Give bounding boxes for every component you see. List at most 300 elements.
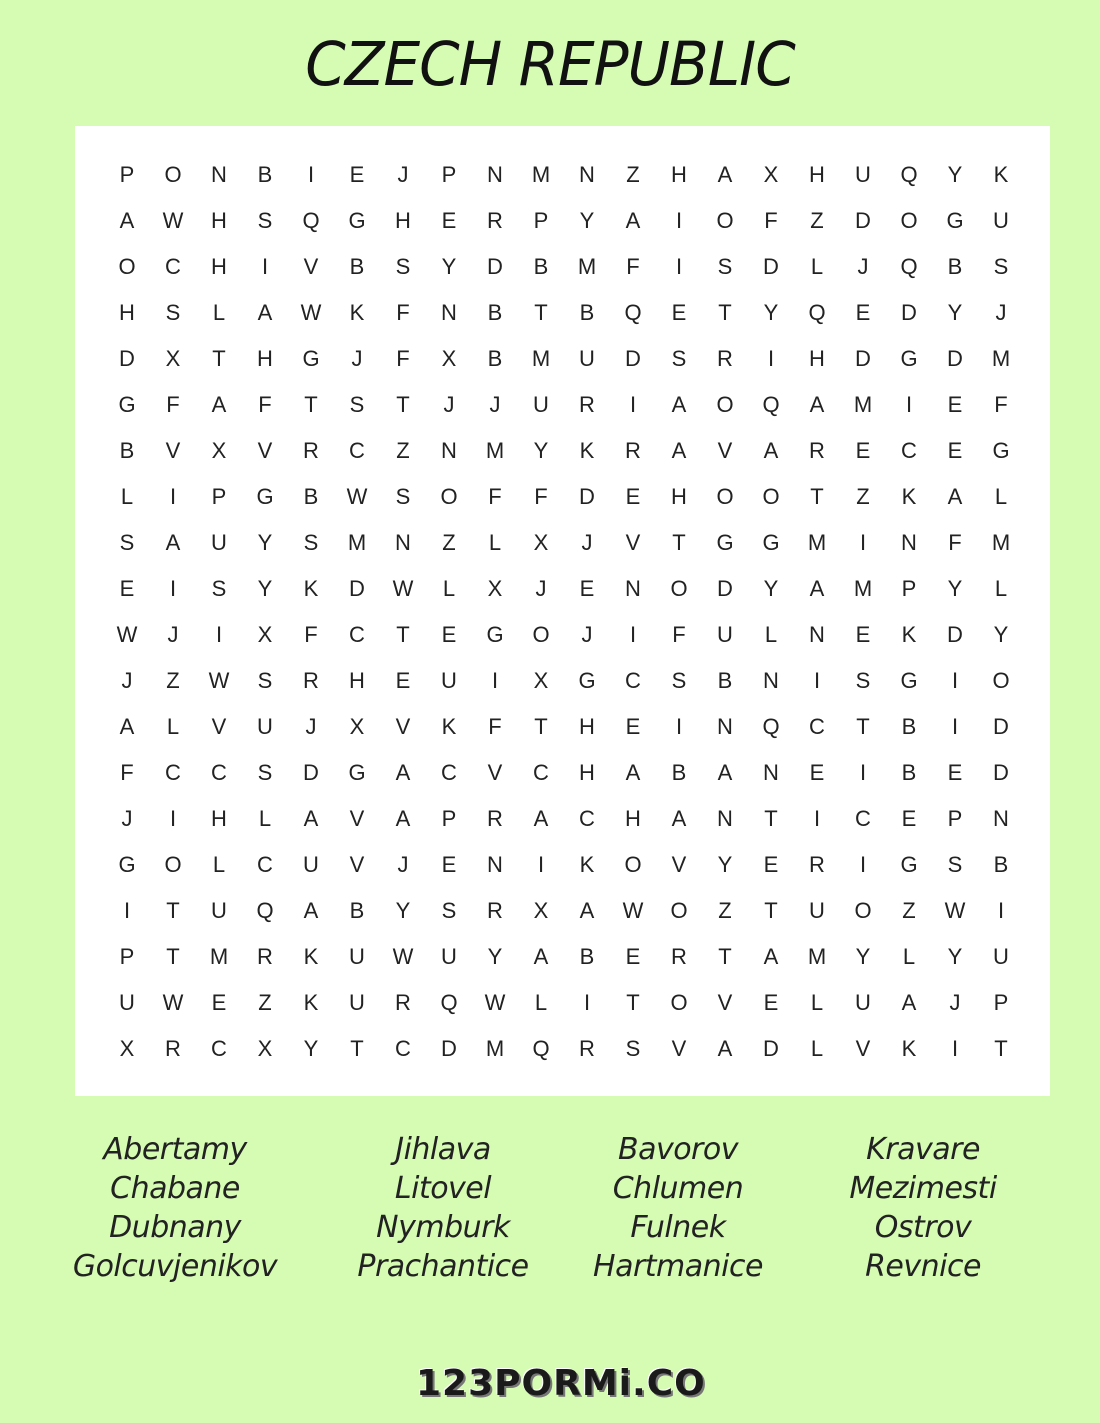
grid-cell[interactable]: A — [625, 208, 641, 233]
grid-cell[interactable]: Y — [855, 944, 871, 969]
grid-cell[interactable]: E — [349, 162, 365, 187]
grid-cell[interactable]: E — [671, 300, 687, 325]
grid-cell[interactable]: V — [395, 714, 411, 739]
grid-cell[interactable]: U — [579, 346, 595, 371]
grid-cell[interactable]: A — [671, 438, 687, 463]
grid-cell[interactable]: Q — [762, 714, 780, 739]
grid-cell[interactable]: Y — [947, 576, 963, 601]
grid-cell[interactable]: D — [901, 300, 917, 325]
grid-cell[interactable]: B — [487, 346, 503, 371]
grid-cell[interactable]: R — [487, 208, 503, 233]
grid-cell[interactable]: W — [944, 898, 966, 923]
grid-cell[interactable]: U — [211, 898, 227, 923]
grid-cell[interactable]: Y — [717, 852, 733, 877]
grid-cell[interactable]: T — [994, 1036, 1008, 1061]
grid-cell[interactable]: I — [123, 898, 131, 923]
grid-cell[interactable]: X — [257, 622, 273, 647]
grid-cell[interactable]: O — [716, 208, 734, 233]
grid-cell[interactable]: J — [397, 852, 409, 877]
grid-cell[interactable]: I — [261, 254, 269, 279]
grid-cell[interactable]: A — [165, 530, 181, 555]
grid-cell[interactable]: G — [256, 484, 274, 509]
grid-cell[interactable]: T — [810, 484, 824, 509]
grid-cell[interactable]: R — [303, 668, 319, 693]
grid-cell[interactable]: I — [813, 668, 821, 693]
grid-cell[interactable]: R — [487, 806, 503, 831]
grid-cell[interactable]: C — [901, 438, 917, 463]
grid-cell[interactable]: Q — [440, 990, 458, 1015]
grid-cell[interactable]: F — [488, 714, 502, 739]
grid-cell[interactable]: I — [169, 484, 177, 509]
grid-cell[interactable]: O — [118, 254, 136, 279]
grid-cell[interactable]: L — [810, 1036, 824, 1061]
grid-cell[interactable]: E — [441, 852, 457, 877]
grid-cell[interactable]: Q — [900, 162, 918, 187]
grid-cell[interactable]: Z — [856, 484, 870, 509]
grid-cell[interactable]: O — [900, 208, 918, 233]
grid-cell[interactable]: K — [579, 852, 595, 877]
grid-cell[interactable]: W — [392, 944, 414, 969]
grid-cell[interactable]: H — [119, 300, 135, 325]
grid-cell[interactable]: J — [995, 300, 1007, 325]
grid-cell[interactable]: U — [993, 208, 1009, 233]
grid-cell[interactable]: W — [208, 668, 230, 693]
grid-cell[interactable]: I — [675, 254, 683, 279]
grid-cell[interactable]: L — [258, 806, 272, 831]
grid-cell[interactable]: M — [807, 530, 827, 555]
grid-cell[interactable]: N — [441, 300, 457, 325]
grid-cell[interactable]: N — [579, 162, 595, 187]
grid-cell[interactable]: S — [395, 254, 411, 279]
grid-cell[interactable]: K — [349, 300, 365, 325]
grid-cell[interactable]: F — [396, 300, 410, 325]
grid-cell[interactable]: K — [993, 162, 1009, 187]
grid-cell[interactable]: S — [165, 300, 181, 325]
grid-cell[interactable]: A — [763, 438, 779, 463]
grid-cell[interactable]: K — [579, 438, 595, 463]
grid-cell[interactable]: I — [169, 806, 177, 831]
grid-cell[interactable]: P — [119, 944, 135, 969]
grid-cell[interactable]: T — [672, 530, 686, 555]
grid-cell[interactable]: Z — [626, 162, 640, 187]
grid-cell[interactable]: K — [441, 714, 457, 739]
grid-cell[interactable]: F — [488, 484, 502, 509]
grid-cell[interactable]: W — [484, 990, 506, 1015]
grid-cell[interactable]: F — [626, 254, 640, 279]
grid-cell[interactable]: O — [854, 898, 872, 923]
grid-cell[interactable]: O — [670, 990, 688, 1015]
grid-cell[interactable]: A — [809, 576, 825, 601]
grid-cell[interactable]: P — [901, 576, 917, 601]
grid-cell[interactable]: U — [809, 898, 825, 923]
grid-cell[interactable]: G — [578, 668, 596, 693]
grid-cell[interactable]: C — [441, 760, 457, 785]
grid-cell[interactable]: Z — [902, 898, 916, 923]
grid-cell[interactable]: T — [350, 1036, 364, 1061]
grid-cell[interactable]: A — [671, 392, 687, 417]
grid-cell[interactable]: B — [993, 852, 1009, 877]
grid-cell[interactable]: G — [348, 760, 366, 785]
grid-cell[interactable]: F — [672, 622, 686, 647]
grid-cell[interactable]: R — [809, 852, 825, 877]
grid-cell[interactable]: W — [300, 300, 322, 325]
grid-cell[interactable]: Q — [762, 392, 780, 417]
grid-cell[interactable]: C — [211, 1036, 227, 1061]
grid-cell[interactable]: D — [947, 622, 963, 647]
grid-cell[interactable]: A — [625, 760, 641, 785]
grid-cell[interactable]: X — [487, 576, 503, 601]
grid-cell[interactable]: W — [392, 576, 414, 601]
grid-cell[interactable]: M — [853, 392, 873, 417]
grid-cell[interactable]: F — [166, 392, 180, 417]
grid-cell[interactable]: M — [853, 576, 873, 601]
grid-cell[interactable]: A — [303, 898, 319, 923]
grid-cell[interactable]: E — [947, 392, 963, 417]
grid-cell[interactable]: O — [716, 392, 734, 417]
grid-cell[interactable]: I — [997, 898, 1005, 923]
grid-cell[interactable]: Q — [900, 254, 918, 279]
grid-cell[interactable]: V — [671, 852, 687, 877]
grid-cell[interactable]: W — [162, 208, 184, 233]
grid-cell[interactable]: G — [992, 438, 1010, 463]
grid-cell[interactable]: H — [671, 484, 687, 509]
grid-cell[interactable]: N — [625, 576, 641, 601]
grid-cell[interactable]: D — [625, 346, 641, 371]
grid-cell[interactable]: I — [537, 852, 545, 877]
grid-cell[interactable]: J — [489, 392, 501, 417]
grid-cell[interactable]: Z — [718, 898, 732, 923]
grid-cell[interactable]: B — [717, 668, 733, 693]
grid-cell[interactable]: I — [859, 852, 867, 877]
grid-cell[interactable]: L — [212, 300, 226, 325]
grid-cell[interactable]: T — [534, 300, 548, 325]
grid-cell[interactable]: K — [901, 622, 917, 647]
grid-cell[interactable]: S — [257, 208, 273, 233]
grid-cell[interactable]: S — [349, 392, 365, 417]
grid-cell[interactable]: O — [670, 898, 688, 923]
grid-cell[interactable]: N — [487, 162, 503, 187]
grid-cell[interactable]: H — [809, 162, 825, 187]
grid-cell[interactable]: W — [116, 622, 138, 647]
grid-cell[interactable]: M — [991, 346, 1011, 371]
grid-cell[interactable]: Y — [947, 944, 963, 969]
grid-cell[interactable]: M — [485, 438, 505, 463]
grid-cell[interactable]: L — [810, 990, 824, 1015]
grid-cell[interactable]: E — [947, 760, 963, 785]
grid-cell[interactable]: E — [625, 944, 641, 969]
grid-cell[interactable]: M — [577, 254, 597, 279]
grid-cell[interactable]: W — [162, 990, 184, 1015]
grid-cell[interactable]: B — [119, 438, 135, 463]
grid-cell[interactable]: I — [629, 392, 637, 417]
grid-cell[interactable]: R — [165, 1036, 181, 1061]
grid-cell[interactable]: A — [717, 1036, 733, 1061]
grid-cell[interactable]: G — [900, 668, 918, 693]
grid-cell[interactable]: U — [349, 944, 365, 969]
grid-cell[interactable]: N — [211, 162, 227, 187]
grid-cell[interactable]: C — [809, 714, 825, 739]
grid-cell[interactable]: J — [121, 806, 133, 831]
grid-cell[interactable]: Q — [532, 1036, 550, 1061]
grid-cell[interactable]: C — [211, 760, 227, 785]
grid-cell[interactable]: Z — [258, 990, 272, 1015]
grid-cell[interactable]: Q — [256, 898, 274, 923]
grid-cell[interactable]: L — [120, 484, 134, 509]
grid-cell[interactable]: K — [901, 484, 917, 509]
grid-cell[interactable]: I — [307, 162, 315, 187]
grid-cell[interactable]: V — [211, 714, 227, 739]
grid-cell[interactable]: E — [441, 622, 457, 647]
grid-cell[interactable]: N — [717, 806, 733, 831]
grid-cell[interactable]: Y — [579, 208, 595, 233]
grid-cell[interactable]: F — [304, 622, 318, 647]
grid-cell[interactable]: P — [947, 806, 963, 831]
grid-cell[interactable]: N — [993, 806, 1009, 831]
grid-cell[interactable]: S — [625, 1036, 641, 1061]
grid-cell[interactable]: E — [763, 990, 779, 1015]
grid-cell[interactable]: A — [395, 806, 411, 831]
grid-cell[interactable]: V — [165, 438, 181, 463]
grid-cell[interactable]: E — [119, 576, 135, 601]
grid-cell[interactable]: K — [303, 944, 319, 969]
grid-cell[interactable]: W — [346, 484, 368, 509]
grid-cell[interactable]: D — [441, 1036, 457, 1061]
grid-cell[interactable]: I — [215, 622, 223, 647]
grid-cell[interactable]: S — [211, 576, 227, 601]
grid-cell[interactable]: M — [347, 530, 367, 555]
grid-cell[interactable]: I — [169, 576, 177, 601]
grid-cell[interactable]: X — [763, 162, 779, 187]
grid-cell[interactable]: I — [951, 714, 959, 739]
grid-cell[interactable]: M — [991, 530, 1011, 555]
grid-cell[interactable]: D — [947, 346, 963, 371]
grid-cell[interactable]: O — [670, 576, 688, 601]
grid-cell[interactable]: S — [993, 254, 1009, 279]
grid-cell[interactable]: D — [487, 254, 503, 279]
grid-cell[interactable]: E — [625, 484, 641, 509]
grid-cell[interactable]: H — [809, 346, 825, 371]
grid-cell[interactable]: Z — [166, 668, 180, 693]
grid-cell[interactable]: B — [303, 484, 319, 509]
grid-cell[interactable]: U — [855, 990, 871, 1015]
grid-cell[interactable]: B — [947, 254, 963, 279]
grid-cell[interactable]: P — [993, 990, 1009, 1015]
grid-cell[interactable]: Y — [947, 300, 963, 325]
grid-cell[interactable]: J — [949, 990, 961, 1015]
grid-cell[interactable]: B — [257, 162, 273, 187]
grid-cell[interactable]: I — [813, 806, 821, 831]
grid-cell[interactable]: Y — [763, 576, 779, 601]
grid-cell[interactable]: O — [164, 162, 182, 187]
grid-cell[interactable]: F — [258, 392, 272, 417]
grid-cell[interactable]: V — [487, 760, 503, 785]
grid-cell[interactable]: B — [579, 300, 595, 325]
grid-cell[interactable]: S — [257, 668, 273, 693]
grid-cell[interactable]: L — [994, 484, 1008, 509]
grid-cell[interactable]: T — [212, 346, 226, 371]
grid-cell[interactable]: Y — [395, 898, 411, 923]
grid-cell[interactable]: H — [211, 208, 227, 233]
grid-cell[interactable]: C — [533, 760, 549, 785]
grid-cell[interactable]: A — [717, 760, 733, 785]
grid-cell[interactable]: O — [762, 484, 780, 509]
grid-cell[interactable]: L — [212, 852, 226, 877]
grid-cell[interactable]: T — [718, 300, 732, 325]
grid-cell[interactable]: G — [762, 530, 780, 555]
grid-cell[interactable]: X — [533, 530, 549, 555]
grid-cell[interactable]: J — [581, 530, 593, 555]
grid-cell[interactable]: G — [118, 852, 136, 877]
grid-cell[interactable]: T — [396, 622, 410, 647]
grid-cell[interactable]: L — [534, 990, 548, 1015]
grid-cell[interactable]: F — [764, 208, 778, 233]
grid-cell[interactable]: E — [625, 714, 641, 739]
grid-cell[interactable]: P — [119, 162, 135, 187]
grid-cell[interactable]: E — [947, 438, 963, 463]
grid-cell[interactable]: T — [166, 944, 180, 969]
grid-cell[interactable]: K — [303, 576, 319, 601]
grid-cell[interactable]: U — [349, 990, 365, 1015]
grid-cell[interactable]: J — [581, 622, 593, 647]
grid-cell[interactable]: A — [901, 990, 917, 1015]
grid-cell[interactable]: T — [534, 714, 548, 739]
grid-cell[interactable]: X — [441, 346, 457, 371]
grid-cell[interactable]: B — [349, 898, 365, 923]
grid-cell[interactable]: Y — [257, 530, 273, 555]
grid-cell[interactable]: F — [948, 530, 962, 555]
grid-cell[interactable]: D — [579, 484, 595, 509]
grid-cell[interactable]: D — [119, 346, 135, 371]
grid-cell[interactable]: Q — [624, 300, 642, 325]
grid-cell[interactable]: Y — [993, 622, 1009, 647]
grid-cell[interactable]: R — [671, 944, 687, 969]
grid-cell[interactable]: S — [855, 668, 871, 693]
grid-cell[interactable]: T — [764, 806, 778, 831]
grid-cell[interactable]: D — [717, 576, 733, 601]
grid-cell[interactable]: V — [303, 254, 319, 279]
grid-cell[interactable]: G — [486, 622, 504, 647]
grid-cell[interactable]: O — [992, 668, 1010, 693]
grid-cell[interactable]: A — [579, 898, 595, 923]
grid-cell[interactable]: I — [859, 760, 867, 785]
grid-cell[interactable]: B — [901, 714, 917, 739]
grid-cell[interactable]: V — [257, 438, 273, 463]
grid-cell[interactable]: T — [764, 898, 778, 923]
grid-cell[interactable]: E — [901, 806, 917, 831]
grid-cell[interactable]: O — [532, 622, 550, 647]
grid-cell[interactable]: A — [671, 806, 687, 831]
grid-cell[interactable]: Q — [808, 300, 826, 325]
grid-cell[interactable]: M — [531, 346, 551, 371]
grid-cell[interactable]: G — [118, 392, 136, 417]
grid-cell[interactable]: J — [443, 392, 455, 417]
grid-cell[interactable]: T — [626, 990, 640, 1015]
grid-cell[interactable]: V — [717, 438, 733, 463]
grid-cell[interactable]: E — [809, 760, 825, 785]
grid-cell[interactable]: G — [348, 208, 366, 233]
grid-cell[interactable]: T — [396, 392, 410, 417]
grid-cell[interactable]: H — [579, 714, 595, 739]
grid-cell[interactable]: A — [119, 714, 135, 739]
grid-cell[interactable]: U — [855, 162, 871, 187]
grid-cell[interactable]: T — [718, 944, 732, 969]
grid-cell[interactable]: H — [349, 668, 365, 693]
grid-cell[interactable]: E — [395, 668, 411, 693]
grid-cell[interactable]: X — [211, 438, 227, 463]
grid-cell[interactable]: X — [119, 1036, 135, 1061]
grid-cell[interactable]: C — [165, 760, 181, 785]
grid-cell[interactable]: L — [994, 576, 1008, 601]
grid-cell[interactable]: P — [211, 484, 227, 509]
grid-cell[interactable]: V — [349, 806, 365, 831]
grid-cell[interactable]: N — [717, 714, 733, 739]
grid-cell[interactable]: B — [349, 254, 365, 279]
grid-cell[interactable]: Z — [442, 530, 456, 555]
grid-cell[interactable]: H — [257, 346, 273, 371]
grid-cell[interactable]: I — [951, 668, 959, 693]
grid-cell[interactable]: C — [579, 806, 595, 831]
grid-cell[interactable]: J — [305, 714, 317, 739]
grid-cell[interactable]: L — [810, 254, 824, 279]
grid-cell[interactable]: A — [303, 806, 319, 831]
grid-cell[interactable]: A — [947, 484, 963, 509]
grid-cell[interactable]: H — [671, 162, 687, 187]
grid-cell[interactable]: O — [164, 852, 182, 877]
grid-cell[interactable]: D — [855, 346, 871, 371]
grid-cell[interactable]: I — [629, 622, 637, 647]
grid-cell[interactable]: Z — [810, 208, 824, 233]
grid-cell[interactable]: S — [947, 852, 963, 877]
grid-cell[interactable]: E — [763, 852, 779, 877]
grid-cell[interactable]: U — [257, 714, 273, 739]
grid-cell[interactable]: D — [763, 1036, 779, 1061]
grid-cell[interactable]: B — [579, 944, 595, 969]
grid-cell[interactable]: P — [441, 806, 457, 831]
grid-cell[interactable]: U — [993, 944, 1009, 969]
grid-cell[interactable]: M — [807, 944, 827, 969]
grid-cell[interactable]: X — [533, 898, 549, 923]
grid-cell[interactable]: N — [441, 438, 457, 463]
grid-cell[interactable]: L — [166, 714, 180, 739]
grid-cell[interactable]: A — [257, 300, 273, 325]
grid-cell[interactable]: Y — [303, 1036, 319, 1061]
grid-cell[interactable]: R — [487, 898, 503, 923]
grid-cell[interactable]: O — [716, 484, 734, 509]
grid-cell[interactable]: O — [624, 852, 642, 877]
grid-cell[interactable]: D — [993, 760, 1009, 785]
grid-cell[interactable]: D — [303, 760, 319, 785]
grid-cell[interactable]: G — [716, 530, 734, 555]
grid-cell[interactable]: C — [165, 254, 181, 279]
grid-cell[interactable]: X — [165, 346, 181, 371]
grid-cell[interactable]: C — [625, 668, 641, 693]
grid-cell[interactable]: G — [900, 346, 918, 371]
grid-cell[interactable]: L — [902, 944, 916, 969]
grid-cell[interactable]: D — [349, 576, 365, 601]
grid-cell[interactable]: G — [900, 852, 918, 877]
grid-cell[interactable]: R — [717, 346, 733, 371]
grid-cell[interactable]: E — [855, 438, 871, 463]
grid-cell[interactable]: N — [763, 760, 779, 785]
grid-cell[interactable]: T — [166, 898, 180, 923]
grid-cell[interactable]: H — [211, 806, 227, 831]
grid-cell[interactable]: M — [209, 944, 229, 969]
grid-cell[interactable]: A — [717, 162, 733, 187]
grid-cell[interactable]: N — [901, 530, 917, 555]
grid-cell[interactable]: H — [579, 760, 595, 785]
grid-cell[interactable]: I — [583, 990, 591, 1015]
grid-cell[interactable]: H — [211, 254, 227, 279]
